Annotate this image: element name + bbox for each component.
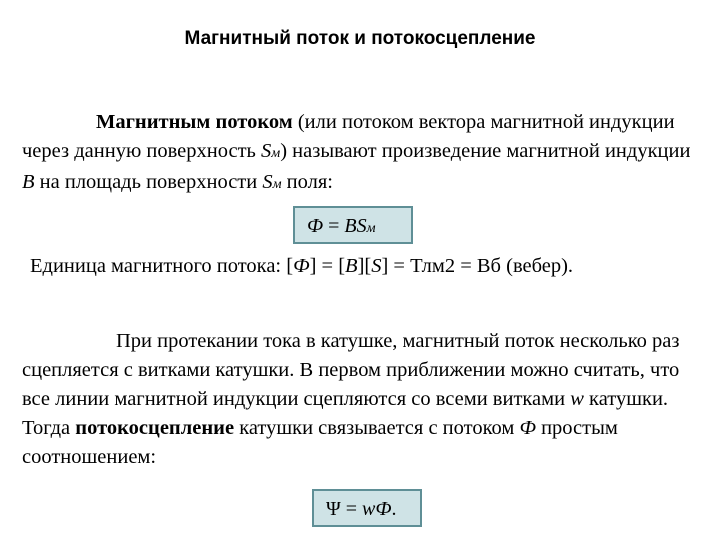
- linkage-formula-box: Ψ = wФ.: [312, 489, 422, 527]
- term-magnetic-flux: Магнитным потоком: [96, 111, 293, 133]
- term-flux-linkage: потокосцепление: [75, 417, 235, 439]
- linkage-paragraph: При протекании тока в катушке, магнитный поток несколько раз сцепляется с витками катушки. В первом приближении можно считать, что все линии магнитной индукции сцепляются со всеми витками w катушки. Тогда потокосцепление катушки связывается с потоком Ф простым соотношением:: [22, 330, 680, 468]
- flux-unit-line: Единица магнитного потока: [Ф] = [B][S] = Тлм2 = Вб (вебер).: [30, 255, 574, 277]
- flux-formula-box: Ф = BSм: [293, 206, 413, 244]
- definition-paragraph: Магнитным потоком (или потоком вектора магнитной индукции через данную поверхность Sм) называют произведение магнитной индукции B на площадь поверхности Sм поля:: [22, 111, 691, 193]
- page-title: Магнитный поток и потокосцепление: [184, 28, 536, 49]
